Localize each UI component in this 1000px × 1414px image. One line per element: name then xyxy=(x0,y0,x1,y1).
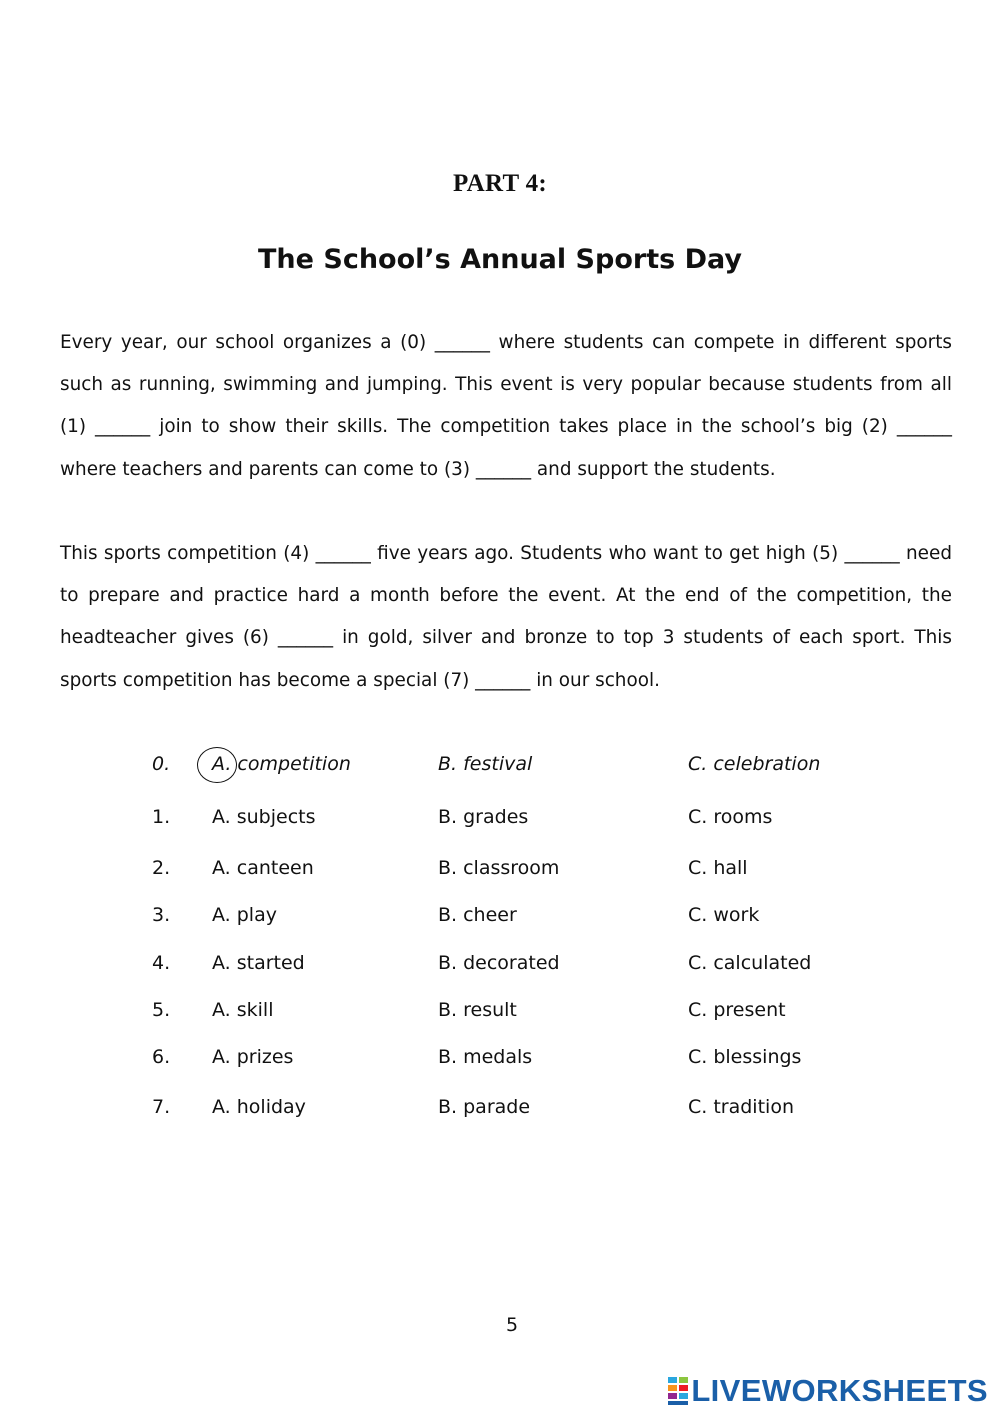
option-number: 4. xyxy=(152,952,171,974)
option-a[interactable]: A. play xyxy=(212,904,277,926)
option-row-0 xyxy=(0,753,1000,783)
option-row-1 xyxy=(0,806,1000,836)
option-c[interactable]: C. present xyxy=(688,999,786,1021)
liveworksheets-logo-icon xyxy=(667,1376,689,1406)
option-number: 1. xyxy=(152,806,171,828)
option-c[interactable]: C. blessings xyxy=(688,1046,802,1068)
part-heading: PART 4: xyxy=(452,170,548,197)
brand-name: LIVEWORKSHEETS xyxy=(691,1373,988,1408)
option-c[interactable]: C. work xyxy=(688,904,760,926)
option-a[interactable]: A. skill xyxy=(212,999,274,1021)
page-number: 5 xyxy=(505,1314,519,1336)
passage-paragraph-2: This sports competition (4) ______ five years ago. Students who want to get high (5) ______ need to prepare and practice hard a month before the event. At the end of the competition, the headteacher gives (6) ______ in gold, silver and bronze to top 3 students of each sport. This sports competition has become a special (7) ______ in our school. xyxy=(60,543,952,691)
option-number: 7. xyxy=(152,1096,171,1118)
option-a[interactable]: A. canteen xyxy=(212,857,314,879)
option-a[interactable]: A. holiday xyxy=(212,1096,306,1118)
option-b[interactable]: B. classroom xyxy=(438,857,560,879)
option-number: 6. xyxy=(152,1046,171,1068)
option-a[interactable]: A. subjects xyxy=(212,806,316,828)
option-b[interactable]: B. grades xyxy=(438,806,529,828)
option-number: 5. xyxy=(152,999,171,1021)
option-b[interactable]: B. decorated xyxy=(438,952,560,974)
option-c[interactable]: C. celebration xyxy=(688,753,821,775)
option-b[interactable]: B. festival xyxy=(438,753,533,775)
option-number: 2. xyxy=(152,857,171,879)
option-c[interactable]: C. hall xyxy=(688,857,748,879)
option-b[interactable]: B. cheer xyxy=(438,904,517,926)
option-number: 0. xyxy=(152,753,171,775)
option-b[interactable]: B. result xyxy=(438,999,517,1021)
option-row-7 xyxy=(0,1096,1000,1126)
option-c[interactable]: C. rooms xyxy=(688,806,773,828)
option-number: 3. xyxy=(152,904,171,926)
option-b[interactable]: B. parade xyxy=(438,1096,531,1118)
option-row-3 xyxy=(0,904,1000,934)
option-c[interactable]: C. tradition xyxy=(688,1096,794,1118)
option-row-2 xyxy=(0,857,1000,887)
liveworksheets-brand xyxy=(667,1373,988,1409)
option-a[interactable]: A. prizes xyxy=(212,1046,294,1068)
option-a[interactable]: A. started xyxy=(212,952,305,974)
option-b[interactable]: B. medals xyxy=(438,1046,533,1068)
page-title: The School’s Annual Sports Day xyxy=(258,244,742,275)
option-row-6 xyxy=(0,1046,1000,1076)
option-row-4 xyxy=(0,952,1000,982)
option-c[interactable]: C. calculated xyxy=(688,952,812,974)
option-row-5 xyxy=(0,999,1000,1029)
passage-paragraph-1: Every year, our school organizes a (0) ______ where students can compete in different sports such as running, swimming and jumping. This event is very popular because students from all (1) ______ join to show their skills. The competition takes place in the school’s big (2) ______ where teachers and parents can come to (3) ______ and support the students. xyxy=(60,332,952,480)
option-a[interactable]: A. competition xyxy=(212,753,351,775)
